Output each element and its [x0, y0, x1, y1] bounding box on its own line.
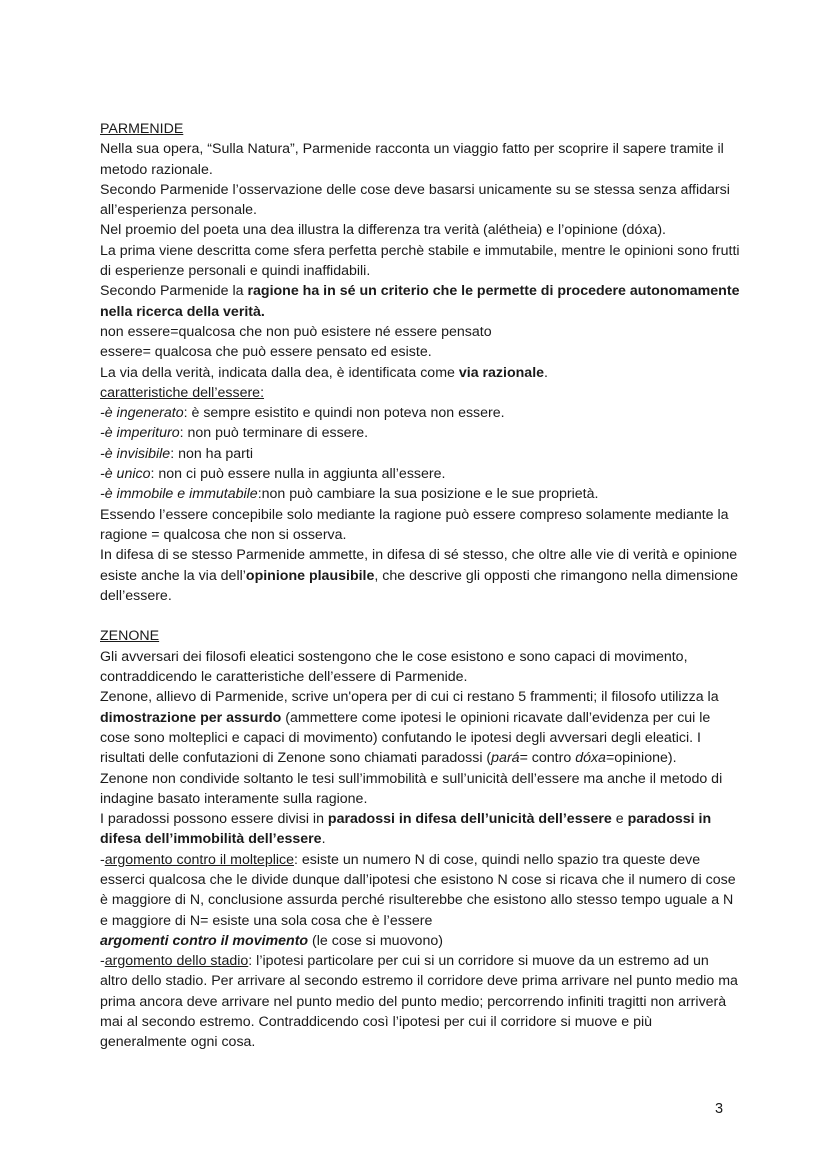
underlined-text: argomento dello stadio	[104, 953, 249, 970]
paragraph: Nel proemio del poeta una dea illustra la differenza tra verità (alétheia) e l’opinione (dóxa).	[100, 222, 666, 239]
text-span: Zenone, allievo di Parmenide, scrive un'opera per di cui ci restano 5 frammenti; il filosofo utilizza la	[100, 689, 719, 706]
zenone-heading	[100, 626, 740, 646]
characteristics-heading-text: caratteristiche dell’essere:	[100, 384, 265, 401]
text-span: Secondo Parmenide la	[100, 283, 248, 300]
list-item	[100, 484, 740, 504]
text-span: =opinione).	[605, 750, 677, 767]
list-item-term: -è immobile e immutabile	[100, 486, 258, 503]
text-span: : l’ipotesi particolare per cui si un corridore si muove da un estremo ad un altro dello stadio. Per arrivare al secondo estremo il corridore deve prima arrivare nel punto medio ma prima ancora deve arrivare nel punto medio del punto medio; percorrendo infiniti tragitti non arriverà mai al secondo estremo. Contraddicendo così l’ipotesi per cui il corridore si muove e più generalmente ogni cosa.	[100, 953, 738, 1051]
page-content	[100, 119, 740, 1053]
text-span: e	[611, 811, 628, 828]
list-item-desc: : è sempre esistito e quindi non poteva non essere.	[183, 405, 505, 422]
page-number: 3	[715, 1101, 724, 1117]
paragraph	[100, 281, 740, 322]
paragraph: La prima viene descritta come sfera perfetta perchè stabile e immutabile, mentre le opinioni sono frutti di esperienze personali e quindi inaffidabili.	[100, 242, 740, 280]
text-span: : esiste un numero N di cose, quindi nello spazio tra queste deve esserci qualcosa che le divide dunque dall’ipotesi che esistono N cose si ricava che il numero di cose è maggiore di N, conclusione assurda perché risulterebbe che esistono allo stesso tempo uguale a N e maggiore di N= esiste una sola cosa che è l’essere	[100, 851, 736, 929]
paragraph	[100, 951, 740, 1052]
text-span: (ammettere come ipotesi le opinioni ricavate dall’evidenza per cui le cose sono molteplici e capaci di movimento) confutando le ipotesi degli avversari degli eleatici. I risultati delle confutazioni di Zenone sono chiamati paradossi (	[100, 709, 711, 767]
text-span: -	[100, 953, 105, 970]
text-span: .	[544, 364, 548, 381]
list-item-term: -è ingenerato	[100, 405, 184, 422]
text-span: -	[100, 851, 105, 868]
paragraph	[100, 545, 740, 606]
bold-text: dimostrazione per assurdo	[100, 709, 282, 726]
paragraph: Zenone non condivide soltanto le tesi sull’immobilità e sull’unicità dell’essere ma anche il metodo di indagine basato interamente sulla ragione.	[100, 770, 723, 807]
bold-italic-text: argomenti contro il movimento	[100, 932, 309, 949]
list-item-term: -è invisibile	[100, 445, 171, 462]
paragraph: Nella sua opera, “Sulla Natura”, Parmenide racconta un viaggio fatto per scoprire il sapere tramite il metodo razionale.	[100, 141, 724, 178]
parmenide-heading	[100, 119, 740, 139]
text-span: In difesa di se stesso Parmenide ammette, in difesa di sé stesso, che oltre alle vie di verità e opinione esiste anche la via dell’	[100, 547, 738, 584]
section-gap	[100, 606, 740, 626]
text-span: I paradossi possono essere divisi in	[100, 811, 328, 828]
list-item-term: -è unico	[100, 466, 151, 483]
list-item	[100, 403, 740, 423]
bold-text: paradossi in difesa dell’unicità dell’essere	[327, 811, 612, 828]
list-item	[100, 464, 740, 484]
paragraph	[100, 687, 740, 768]
italic-text: dóxa	[575, 750, 606, 767]
paragraph: Secondo Parmenide l’osservazione delle cose deve basarsi unicamente su se stessa senza affidarsi all’esperienza personale.	[100, 181, 730, 219]
list-item-desc: : non ha parti	[170, 445, 254, 462]
paragraph: non essere=qualcosa che non può esistere né essere pensato	[100, 323, 492, 340]
paragraph: Essendo l’essere concepibile solo mediante la ragione può essere compreso solamente mediante la ragione = qualcosa che non si osserva.	[100, 506, 729, 543]
list-item	[100, 423, 740, 443]
list-item-desc: : non può terminare di essere.	[179, 425, 369, 442]
text-span: = contro	[519, 750, 576, 767]
bold-text: paradossi in difesa dell’immobilità dell’essere	[100, 811, 712, 848]
text-span: , che descrive gli opposti che rimangono nella dimensione dell’essere.	[100, 567, 738, 604]
characteristics-heading	[100, 383, 740, 403]
bold-text: opinione plausibile	[245, 567, 375, 584]
paragraph	[100, 850, 740, 931]
bold-text: via razionale	[458, 364, 545, 381]
parmenide-heading-text: PARMENIDE	[100, 121, 184, 137]
italic-text: pará	[491, 750, 520, 767]
list-item	[100, 444, 740, 464]
paragraph	[100, 931, 740, 951]
list-item-desc: :non può cambiare la sua posizione e le sue proprietà.	[257, 486, 599, 503]
paragraph: Gli avversari dei filosofi eleatici sostengono che le cose esistono e sono capaci di movimento, contraddicendo le caratteristiche dell’essere di Parmenide.	[100, 648, 688, 686]
text-span: La via della verità, indicata dalla dea, è identificata come	[100, 364, 459, 381]
underlined-text: argomento contro il molteplice	[104, 851, 294, 868]
list-item-desc: : non ci può essere nulla in aggiunta all’essere.	[150, 466, 446, 483]
paragraph: essere= qualcosa che può essere pensato ed esiste.	[100, 344, 432, 361]
text-span: .	[321, 831, 326, 848]
bold-text: ragione ha in sé un criterio che le permette di procedere autonomamente nella ricerca della verità.	[100, 283, 740, 320]
text-span: (le cose si muovono)	[308, 932, 443, 949]
paragraph	[100, 363, 740, 383]
list-item-term: -è imperituro	[100, 425, 180, 442]
zenone-heading-text: ZENONE	[100, 628, 160, 645]
paragraph	[100, 809, 740, 850]
